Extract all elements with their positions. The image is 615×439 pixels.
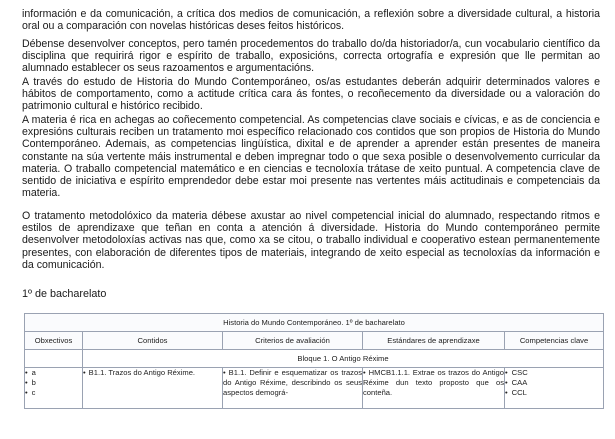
list-item: • b — [25, 378, 82, 388]
header-objectives: Obxectivos — [25, 332, 83, 350]
table-row — [25, 368, 604, 409]
criteria-cell — [223, 368, 363, 409]
criteria-text: • B1.1. Definir e esquematizar os trazos do Antigo Réxime, describindo os seus aspectos demográ- — [223, 368, 362, 398]
header-competences: Competencias clave — [505, 332, 604, 350]
paragraph-1: información e da comunicación, a crítica dos medios de comunicación, a reflexión sobre a diversidade cultural, a historia oral ou a comparación con novelas históricas deses feitos históricos. — [22, 8, 600, 33]
list-item: • CSC — [505, 368, 603, 378]
table-title: Historia do Mundo Contemporáneo. 1º de bacharelato — [25, 314, 604, 332]
section-heading: 1º de bacharelato — [22, 288, 107, 300]
table-title-row — [25, 314, 604, 332]
competences-list — [505, 368, 603, 399]
paragraph-3: A través do estudo de Historia do Mundo Contemporáneo, os/as estudantes deberán adquirir determinados valores e hábitos de comportamento, como a actitude crítica cara ás fontes, o recoñecemento da diversidade ou a valoración do patrimonio cultural e histórico recibido. — [22, 76, 600, 113]
objectives-cell — [25, 368, 83, 409]
competences-cell — [505, 368, 604, 409]
block-title: Bloque 1. O Antigo Réxime — [83, 350, 604, 368]
paragraph-5: O tratamento metodolóxico da materia débese axustar ao nivel competencial inicial do alumnado, respectando ritmos e estilos de aprendizaxe que teñan en conta a atención á diversidade. Historia do Mundo contemporáneo permite desenvolver metodoloxías activas nas que, como xa se citou, o traballo individual e cooperativo estean permanentemente presentes, con elaboración de diferentes tipos de materiais, integrando de xeito especial as tecnoloxías da información e da comunicación. — [22, 210, 600, 271]
paragraph-4: A materia é rica en achegas ao coñecemento competencial. As competencias clave sociais e cívicas, e as de conciencia e expresións culturais reciben un tratamento moi específico relacionado cos contidos que son propios de Historia do Mundo Contemporáneo. Ademais, as competencias lingüística, dixital e de aprender a aprender están presentes de maneira constante na súa vertente máis instrumental e deben impregnar todo o que sexa posible o desenvolvemento curricular da materia. O traballo competencial matemático e en ciencias e tecnoloxía trátase de xeito puntual. A competencia clave de sentido de iniciativa e espírito emprendedor debe estar moi presente nas vertentes máis actitudinais e competenciais da materia. — [22, 114, 600, 200]
list-item: • c — [25, 388, 82, 398]
list-item: • CAA — [505, 378, 603, 388]
table-header-row — [25, 332, 604, 350]
list-item: • CCL — [505, 388, 603, 398]
standards-text: • HMCB1.1.1. Extrae os trazos do Antigo Réxime dun texto proposto que os conteña. — [363, 368, 504, 398]
list-item: • a — [25, 368, 82, 378]
objectives-list — [25, 368, 82, 399]
header-criteria: Criterios de avaliación — [223, 332, 363, 350]
paragraph-2: Débense desenvolver conceptos, pero tamén procedementos do traballo do/da historiador/a, cun vocabulario científico da disciplina que requirirá rigor e espírito de traballo, exposicións, correcta ortografía e expresión que lle permitan ao alumnado establecer os seus razoamentos e argumentacións. — [22, 38, 600, 75]
curriculum-table — [24, 313, 604, 409]
standards-cell — [363, 368, 505, 409]
content-cell — [83, 368, 223, 409]
header-content: Contidos — [83, 332, 223, 350]
header-standards: Estándares de aprendizaxe — [363, 332, 505, 350]
table-block-row — [25, 350, 604, 368]
content-text: • B1.1. Trazos do Antigo Réxime. — [83, 368, 222, 378]
block-spacer-cell — [25, 350, 83, 368]
